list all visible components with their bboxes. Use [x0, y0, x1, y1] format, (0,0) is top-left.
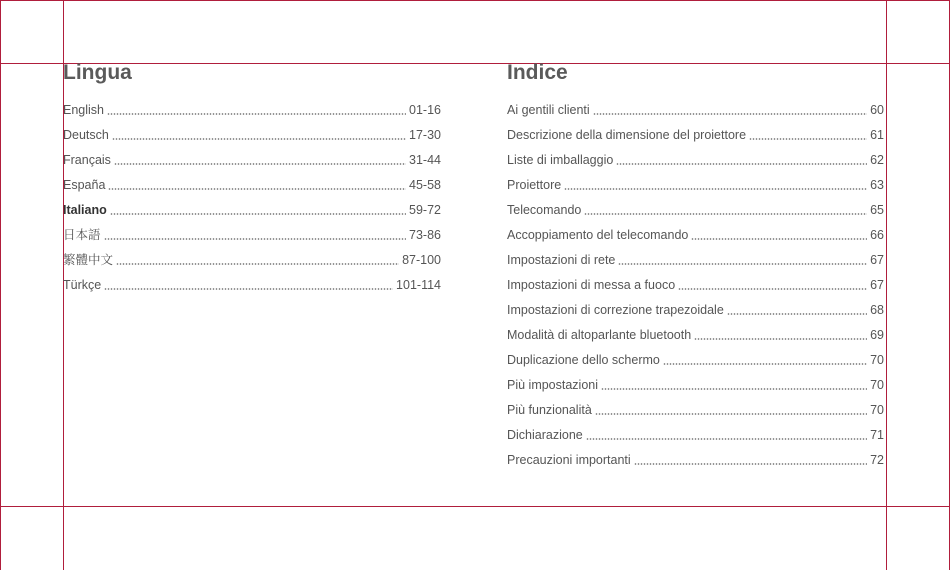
indice-item-label: Telecomando — [507, 203, 582, 217]
lingua-section — [63, 60, 441, 298]
lingua-item-pages: 45-58 — [409, 178, 441, 192]
lingua-item-pages: 01-16 — [409, 103, 441, 117]
lingua-item-pages: 17-30 — [409, 128, 441, 142]
guide-line-lower — [0, 506, 950, 507]
dot-leader — [586, 438, 867, 440]
dot-leader — [616, 163, 867, 165]
indice-item-label: Più funzionalità — [507, 403, 592, 417]
indice-item-label: Dichiarazione — [507, 428, 583, 442]
lingua-item-pages: 87-100 — [402, 253, 441, 267]
lingua-item-traditional-chinese[interactable] — [63, 248, 441, 273]
indice-item-page: 72 — [870, 453, 884, 467]
indice-item-label: Accoppiamento del telecomando — [507, 228, 689, 242]
indice-item[interactable] — [507, 98, 884, 123]
lingua-item-label: 繁體中文 — [63, 253, 114, 267]
indice-item[interactable] — [507, 373, 884, 398]
indice-item-page: 71 — [870, 428, 884, 442]
dot-leader — [104, 238, 407, 240]
dot-leader — [110, 213, 406, 215]
indice-item-label: Impostazioni di correzione trapezoidale — [507, 303, 724, 317]
indice-item-page: 60 — [870, 103, 884, 117]
guide-line-right — [886, 0, 887, 570]
indice-item[interactable] — [507, 273, 884, 298]
indice-item[interactable] — [507, 348, 884, 373]
indice-item-label: Modalità di altoparlante bluetooth — [507, 328, 692, 342]
indice-item-label: Più impostazioni — [507, 378, 599, 392]
dot-leader — [108, 188, 406, 190]
indice-item-label: Liste di imballaggio — [507, 153, 614, 167]
indice-item-label: Impostazioni di messa a fuoco — [507, 278, 676, 292]
indice-item-label: Proiettore — [507, 178, 562, 192]
lingua-item-label: Français — [63, 153, 111, 167]
indice-item-page: 66 — [870, 228, 884, 242]
indice-item[interactable] — [507, 123, 884, 148]
indice-item[interactable] — [507, 248, 884, 273]
lingua-item-label: Deutsch — [63, 128, 109, 142]
indice-item-label: Impostazioni di rete — [507, 253, 616, 267]
indice-item[interactable] — [507, 448, 884, 473]
lingua-item-italiano[interactable] — [63, 198, 441, 223]
dot-leader — [595, 413, 867, 415]
dot-leader — [564, 188, 867, 190]
lingua-item-label: Italiano — [63, 203, 107, 217]
indice-title: Indice — [507, 61, 568, 84]
indice-item-label: Precauzioni importanti — [507, 453, 631, 467]
indice-item-label: Ai gentili clienti — [507, 103, 590, 117]
indice-item-page: 61 — [870, 128, 884, 142]
indice-item[interactable] — [507, 423, 884, 448]
guide-line-left-edge — [0, 0, 1, 570]
lingua-item-pages: 101-114 — [396, 278, 441, 292]
dot-leader — [116, 263, 399, 265]
indice-item[interactable] — [507, 223, 884, 248]
indice-item-page: 70 — [870, 378, 884, 392]
dot-leader — [114, 163, 406, 165]
lingua-item-deutsch[interactable] — [63, 123, 441, 148]
dot-leader — [749, 138, 867, 140]
lingua-item-label: España — [63, 178, 106, 192]
indice-item-page: 63 — [870, 178, 884, 192]
lingua-item-japanese[interactable] — [63, 223, 441, 248]
dot-leader — [584, 213, 867, 215]
indice-item[interactable] — [507, 198, 884, 223]
indice-item[interactable] — [507, 298, 884, 323]
lingua-item-label: Türkçe — [63, 278, 102, 292]
lingua-item-pages: 73-86 — [409, 228, 441, 242]
indice-item-page: 70 — [870, 403, 884, 417]
dot-leader — [663, 363, 867, 365]
dot-leader — [601, 388, 867, 390]
indice-item[interactable] — [507, 148, 884, 173]
dot-leader — [694, 338, 867, 340]
lingua-item-label: 日本語 — [63, 228, 101, 242]
dot-leader — [593, 113, 867, 115]
indice-item-page: 69 — [870, 328, 884, 342]
indice-item-page: 70 — [870, 353, 884, 367]
lingua-item-pages: 59-72 — [409, 203, 441, 217]
dot-leader — [691, 238, 867, 240]
indice-item-page: 67 — [870, 278, 884, 292]
lingua-item-espana[interactable] — [63, 173, 441, 198]
indice-item[interactable] — [507, 398, 884, 423]
dot-leader — [727, 313, 867, 315]
lingua-title: Lingua — [63, 61, 132, 84]
indice-item-page: 65 — [870, 203, 884, 217]
lingua-item-label: English — [63, 103, 104, 117]
indice-item[interactable] — [507, 323, 884, 348]
lingua-item-pages: 31-44 — [409, 153, 441, 167]
indice-item-label: Descrizione della dimensione del proiettore — [507, 128, 747, 142]
indice-item-label: Duplicazione dello schermo — [507, 353, 660, 367]
lingua-item-english[interactable] — [63, 98, 441, 123]
indice-section — [507, 60, 884, 473]
dot-leader — [107, 113, 406, 115]
indice-item-page: 67 — [870, 253, 884, 267]
indice-item[interactable] — [507, 173, 884, 198]
dot-leader — [678, 288, 867, 290]
indice-item-page: 62 — [870, 153, 884, 167]
indice-item-page: 68 — [870, 303, 884, 317]
dot-leader — [634, 463, 867, 465]
lingua-item-francais[interactable] — [63, 148, 441, 173]
dot-leader — [112, 138, 406, 140]
dot-leader — [104, 288, 393, 290]
dot-leader — [618, 263, 867, 265]
lingua-item-turkce[interactable] — [63, 273, 441, 298]
guide-line-top — [0, 0, 950, 1]
